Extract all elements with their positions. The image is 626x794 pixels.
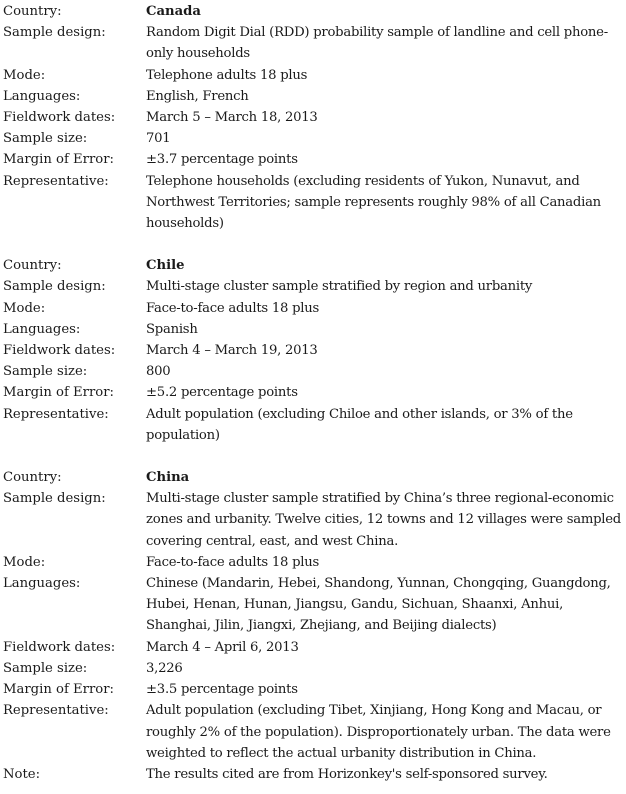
field-value: Face-to-face adults 18 plus bbox=[146, 554, 319, 570]
row-languages bbox=[3, 573, 623, 637]
row-country bbox=[3, 467, 623, 488]
field-value: Spanish bbox=[146, 321, 198, 337]
field-value: 3,226 bbox=[146, 660, 183, 676]
row-sample-design bbox=[3, 22, 623, 64]
field-value: Telephone adults 18 plus bbox=[146, 67, 308, 83]
field-label: Fieldwork dates: bbox=[3, 110, 116, 126]
row-sample-size bbox=[3, 128, 623, 149]
field-label: Margin of Error: bbox=[3, 152, 114, 168]
field-label: Note: bbox=[3, 766, 41, 782]
field-value: 800 bbox=[146, 364, 171, 380]
field-value: ±3.7 percentage points bbox=[146, 152, 298, 168]
row-sample-design bbox=[3, 488, 623, 552]
field-label: Sample size: bbox=[3, 364, 88, 380]
field-label: Fieldwork dates: bbox=[3, 639, 116, 655]
field-value: Adult population (excluding Chiloe and other islands, or 3% of the population) bbox=[146, 406, 573, 443]
field-value: 701 bbox=[146, 131, 171, 147]
field-value: ±3.5 percentage points bbox=[146, 682, 298, 698]
country-name: China bbox=[146, 470, 190, 486]
field-value: Multi-stage cluster sample stratified by region and urbanity bbox=[146, 279, 533, 295]
field-value: ±5.2 percentage points bbox=[146, 385, 298, 401]
row-representative bbox=[3, 700, 623, 764]
field-label: Mode: bbox=[3, 67, 46, 83]
field-label: Representative: bbox=[3, 173, 109, 189]
row-fieldwork-dates bbox=[3, 107, 623, 128]
row-fieldwork-dates bbox=[3, 637, 623, 658]
field-label: Sample design: bbox=[3, 491, 106, 507]
field-value: Multi-stage cluster sample stratified by China’s three regional-economic zones and urbanity. Twelve cities, 12 towns and 12 villages were sampled covering central, east, and west China. bbox=[146, 491, 622, 549]
country-name: Canada bbox=[146, 4, 201, 19]
country-name: Chile bbox=[146, 258, 185, 274]
field-value: Telephone households (excluding residents of Yukon, Nunavut, and Northwest Territories; sample represents roughly 98% of all Canadian households) bbox=[146, 173, 601, 232]
row-sample-size bbox=[3, 658, 623, 679]
field-value: English, French bbox=[146, 88, 249, 104]
row-sample-design bbox=[3, 276, 623, 297]
country-block-canada bbox=[3, 1, 623, 234]
country-block-chile bbox=[3, 255, 623, 446]
field-label: Country: bbox=[3, 4, 62, 19]
country-block-china bbox=[3, 467, 623, 785]
field-label: Fieldwork dates: bbox=[3, 343, 116, 359]
field-value: March 4 – March 19, 2013 bbox=[146, 343, 318, 359]
row-margin-of-error bbox=[3, 382, 623, 403]
field-label: Sample size: bbox=[3, 131, 88, 147]
field-label: Country: bbox=[3, 470, 62, 486]
field-value: March 4 – April 6, 2013 bbox=[146, 639, 299, 655]
field-label: Languages: bbox=[3, 88, 81, 104]
row-mode bbox=[3, 298, 623, 319]
row-note bbox=[3, 764, 623, 785]
row-representative bbox=[3, 171, 623, 235]
field-value: March 5 – March 18, 2013 bbox=[146, 110, 318, 126]
row-fieldwork-dates bbox=[3, 340, 623, 361]
field-label: Sample design: bbox=[3, 279, 106, 295]
field-value: Adult population (excluding Tibet, Xinjiang, Hong Kong and Macau, or roughly 2% of the population). Disproportionately urban. The data were weighted to reflect the actual urbanity distribution in China. bbox=[146, 703, 611, 761]
field-label: Mode: bbox=[3, 554, 46, 570]
field-label: Representative: bbox=[3, 406, 109, 422]
field-label: Mode: bbox=[3, 300, 46, 316]
field-value: Random Digit Dial (RDD) probability sample of landline and cell phone-only households bbox=[146, 25, 608, 62]
field-label: Languages: bbox=[3, 576, 81, 592]
field-label: Country: bbox=[3, 258, 62, 274]
field-label: Representative: bbox=[3, 703, 109, 719]
row-country bbox=[3, 1, 623, 22]
field-label: Margin of Error: bbox=[3, 385, 114, 401]
field-value: Chinese (Mandarin, Hebei, Shandong, Yunnan, Chongqing, Guangdong, Hubei, Henan, Hunan, Jiangsu, Gandu, Sichuan, Shaanxi, Anhui, Shanghai, Jilin, Jiangxi, Zhejiang, and Beijing dialects) bbox=[146, 576, 611, 634]
row-margin-of-error bbox=[3, 679, 623, 700]
row-sample-size bbox=[3, 361, 623, 382]
row-margin-of-error bbox=[3, 149, 623, 170]
row-languages bbox=[3, 319, 623, 340]
row-country bbox=[3, 255, 623, 276]
row-mode bbox=[3, 65, 623, 86]
survey-methodology-document bbox=[3, 1, 623, 785]
row-representative bbox=[3, 404, 623, 446]
field-label: Sample size: bbox=[3, 660, 88, 676]
field-value: The results cited are from Horizonkey's self-sponsored survey. bbox=[146, 766, 548, 782]
row-mode bbox=[3, 552, 623, 573]
field-value: Face-to-face adults 18 plus bbox=[146, 300, 319, 316]
row-languages bbox=[3, 86, 623, 107]
field-label: Sample design: bbox=[3, 25, 106, 41]
field-label: Margin of Error: bbox=[3, 682, 114, 698]
field-label: Languages: bbox=[3, 321, 81, 337]
